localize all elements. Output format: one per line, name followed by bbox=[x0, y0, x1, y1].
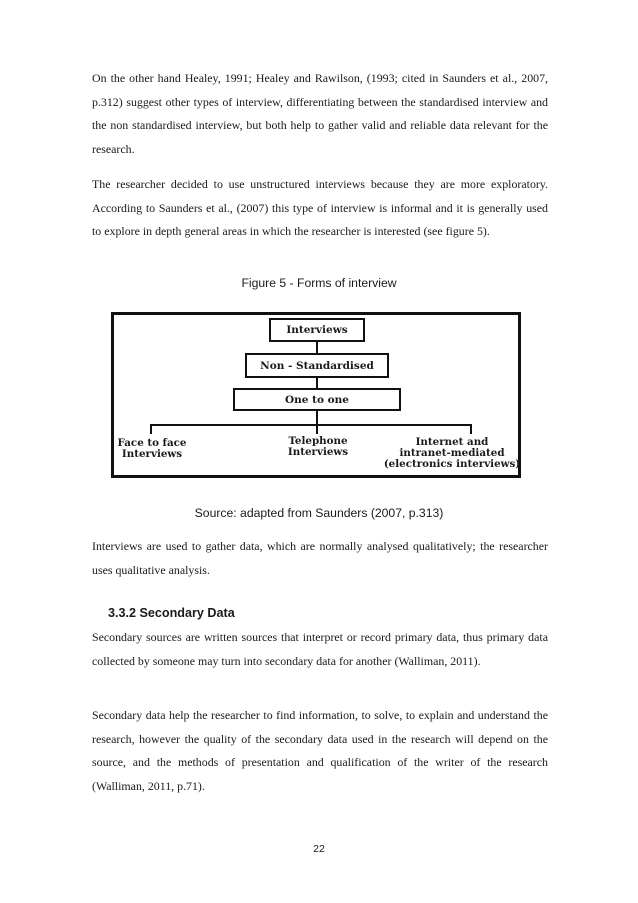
paragraph-secondary-sources: Secondary sources are written sources that interpret or record primary data, thus primary data collected by someone may turn into secondary data for another (Walliman, 2011). bbox=[92, 630, 548, 668]
paragraph-qualitative-analysis: Interviews are used to gather data, which are normally analysed qualitatively; the researcher uses qualitative analysis. bbox=[92, 539, 548, 577]
paragraph-secondary-data-help: Secondary data help the researcher to find information, to solve, to explain and understand the research, however the quality of the secondary data used in the research will depend on the source, and the methods of presentation and qualification of the writer of the research (Walliman, 2011, p.71). bbox=[92, 708, 548, 793]
section-heading-secondary-data: 3.3.2 Secondary Data bbox=[108, 606, 235, 620]
node-face-to-face: Face to face Interviews bbox=[117, 437, 187, 460]
connector-horizontal-branch bbox=[150, 424, 472, 426]
node-telephone: Telephone Interviews bbox=[287, 435, 349, 458]
connector-leaf2 bbox=[316, 424, 318, 434]
node-one-to-one: One to one bbox=[233, 388, 401, 411]
figure-source: Source: adapted from Saunders (2007, p.313) bbox=[194, 506, 444, 520]
figure-caption: Figure 5 - Forms of interview bbox=[241, 276, 397, 290]
connector-level3-branch bbox=[316, 410, 318, 425]
paragraph-unstructured-interviews: The researcher decided to use unstructured interviews because they are more exploratory. According to Saunders et al., (2007) this type of interview is informal and it is generally used to explore in depth general areas in which the researcher is interested (see figure 5). bbox=[92, 177, 548, 238]
paragraph-healey: On the other hand Healey, 1991; Healey and Rawilson, (1993; cited in Saunders et al., 2007, p.312) suggest other types of interview, differentiating between the standardised interview and the non standardised interview, but both help to gather valid and reliable data relevant for the research. bbox=[92, 71, 548, 156]
node-interviews: Interviews bbox=[269, 318, 365, 342]
connector-leaf1 bbox=[150, 424, 152, 434]
page-number: 22 bbox=[313, 843, 325, 855]
interview-forms-diagram bbox=[111, 312, 521, 478]
node-non-standardised: Non - Standardised bbox=[245, 353, 389, 378]
node-internet-intranet: Internet and intranet-mediated (electronics interviews) bbox=[383, 436, 521, 470]
connector-leaf3 bbox=[470, 424, 472, 434]
